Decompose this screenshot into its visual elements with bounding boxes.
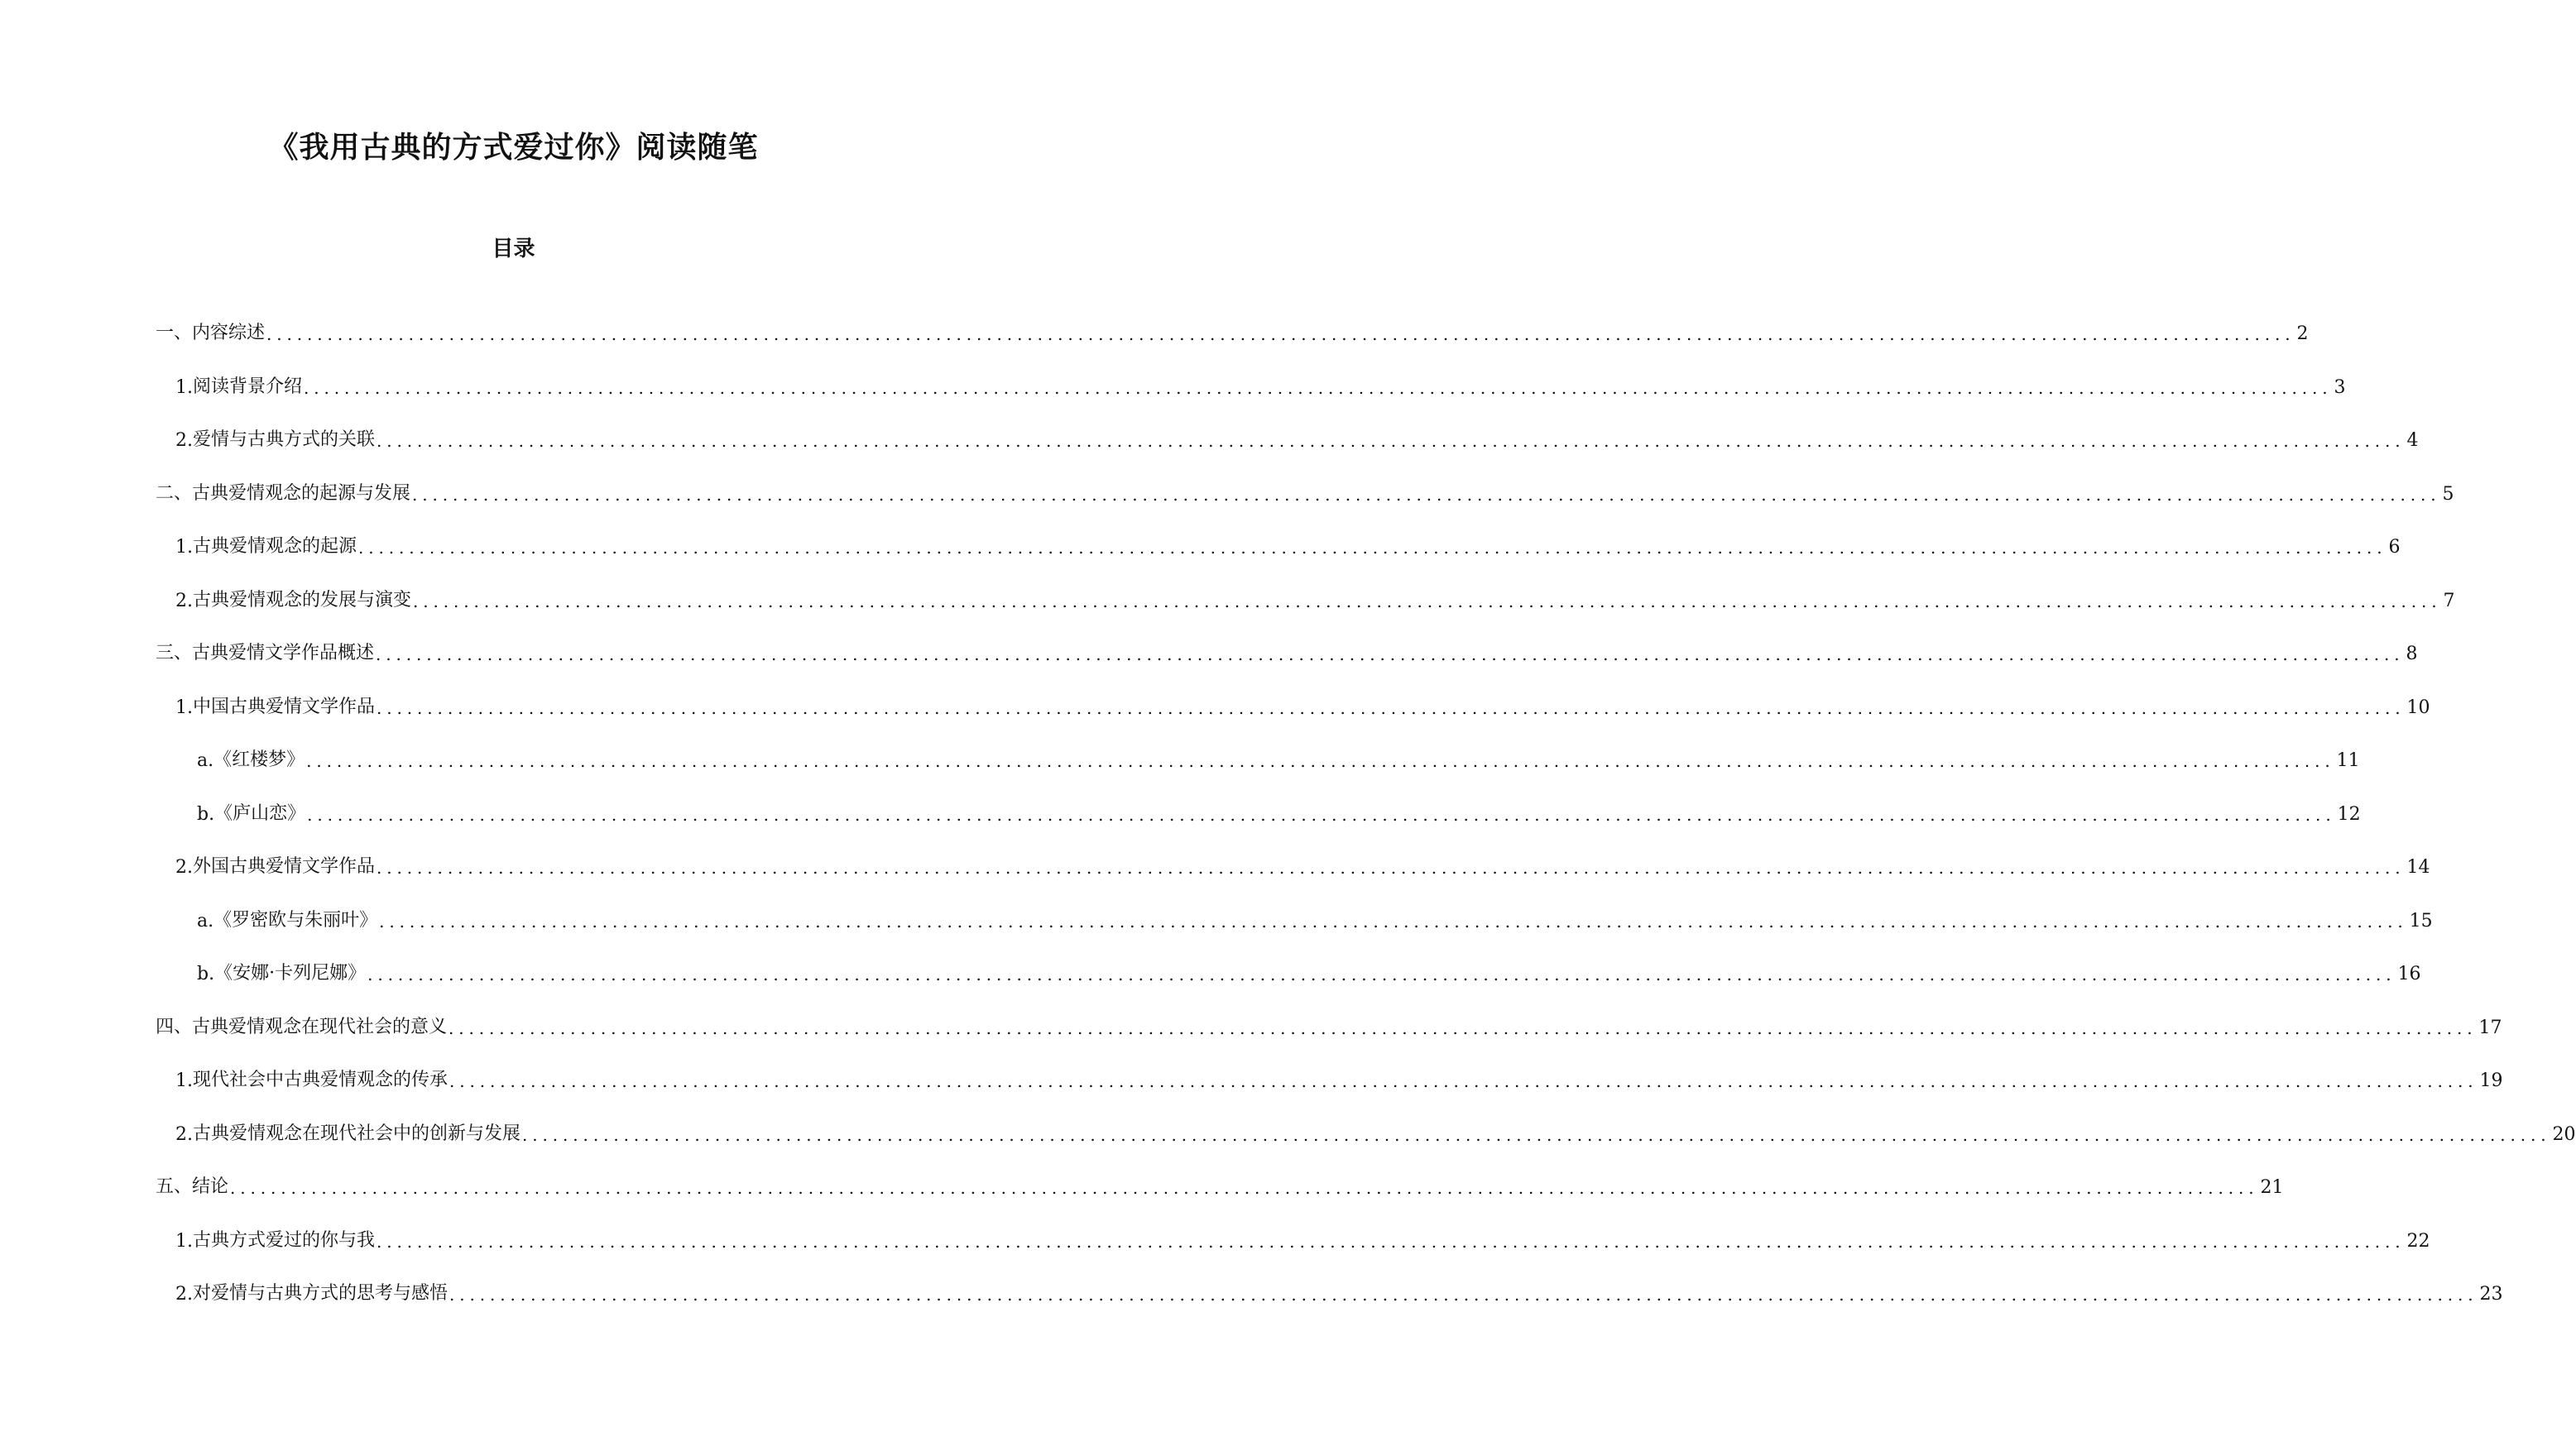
toc-entry-page-number: 11	[2336, 750, 2360, 771]
toc-dot-leader: ........................................................................................................................................................................................................	[307, 804, 2336, 825]
toc-entry-title: 阅读背景介绍	[193, 376, 303, 397]
toc-entry-title: 古典爱情观念在现代社会中的创新与发展	[193, 1123, 521, 1144]
toc-entry-title: 三、古典爱情文学作品概述	[156, 643, 375, 663]
toc-entry-page-number: 4	[2406, 430, 2419, 451]
toc-entry[interactable]	[175, 848, 2430, 878]
toc-entry-number: b.	[197, 964, 215, 984]
toc-entry-title: 中国古典爱情文学作品	[193, 696, 376, 717]
toc-entry[interactable]	[156, 314, 2309, 344]
toc-entry-title: 对爱情与古典方式的思考与感悟	[193, 1283, 449, 1304]
toc-dot-leader: ........................................................................................................................................................................................................	[377, 431, 2406, 451]
toc-entry-page-number: 5	[2442, 483, 2454, 505]
toc-entry-title: 古典方式爱过的你与我	[193, 1229, 376, 1251]
toc-dot-leader: ........................................................................................................................................................................................................	[413, 591, 2442, 611]
toc-entry-page-number: 8	[2406, 644, 2418, 664]
toc-entry-title: 爱情与古典方式的关联	[193, 429, 376, 450]
toc-entry-number: 2.	[175, 590, 193, 611]
toc-entry-page-number: 23	[2479, 1284, 2503, 1305]
toc-entry-title: 《安娜·卡列尼娜》	[214, 963, 367, 984]
toc-entry-number: 1.	[175, 376, 193, 398]
toc-entry-number: 1.	[175, 1070, 193, 1091]
toc-entry-title: 四、古典爱情观念在现代社会的意义	[156, 1016, 448, 1037]
toc-dot-leader: ........................................................................................................................................................................................................	[306, 751, 2335, 771]
toc-entry-number: 1.	[175, 697, 193, 718]
toc-dot-leader: ........................................................................................................................................................................................................	[358, 538, 2387, 558]
toc-entry-title: 《红楼梦》	[213, 749, 305, 770]
toc-heading: 目录	[492, 237, 535, 261]
toc-entry[interactable]	[175, 528, 2401, 558]
toc-dot-leader: ........................................................................................................................................................................................................	[304, 377, 2333, 398]
toc-entry-page-number: 6	[2388, 537, 2401, 558]
toc-entry[interactable]	[156, 475, 2454, 505]
toc-entry-number: a.	[197, 750, 214, 771]
toc-dot-leader: ........................................................................................................................................................................................................	[230, 1178, 2259, 1198]
toc-dot-leader: ........................................................................................................................................................................................................	[412, 484, 2441, 505]
toc-dot-leader: ........................................................................................................................................................................................................	[449, 1071, 2478, 1091]
toc-entry[interactable]	[156, 1008, 2502, 1038]
toc-entry-title: 二、古典爱情观念的起源与发展	[156, 482, 411, 504]
toc-dot-leader: ........................................................................................................................................................................................................	[377, 1231, 2406, 1252]
toc-entry-page-number: 19	[2479, 1070, 2503, 1091]
toc-dot-leader: ........................................................................................................................................................................................................	[379, 911, 2408, 931]
toc-entry-title: 现代社会中古典爱情观念的传承	[193, 1070, 449, 1090]
toc-entry-title: 古典爱情观念的起源	[193, 536, 357, 557]
toc-entry-page-number: 3	[2334, 376, 2346, 398]
toc-dot-leader: ........................................................................................................................................................................................................	[522, 1124, 2551, 1145]
toc-entry-number: 1.	[175, 1230, 193, 1252]
toc-entry-number: a.	[197, 910, 214, 931]
toc-entry-number: 2.	[175, 430, 193, 451]
toc-entry[interactable]	[175, 421, 2419, 451]
toc-dot-leader: ........................................................................................................................................................................................................	[449, 1018, 2478, 1038]
toc-dot-leader: ........................................................................................................................................................................................................	[266, 324, 2295, 344]
toc-entry[interactable]	[175, 368, 2346, 398]
toc-entry[interactable]	[197, 955, 2421, 984]
toc-entry-number: 1.	[175, 537, 193, 558]
toc-entry-page-number: 15	[2409, 910, 2433, 931]
toc-entry-page-number: 20	[2552, 1123, 2576, 1145]
toc-entry[interactable]	[156, 1168, 2284, 1198]
toc-entry[interactable]	[175, 1222, 2430, 1252]
toc-entry-page-number: 12	[2337, 803, 2361, 825]
toc-entry[interactable]	[175, 1061, 2503, 1091]
toc-entry[interactable]	[197, 795, 2361, 825]
document-title: 《我用古典的方式爱过你》阅读随笔	[268, 131, 759, 165]
toc-dot-leader: ........................................................................................................................................................................................................	[449, 1285, 2478, 1305]
toc-entry[interactable]	[175, 1115, 2576, 1145]
toc-dot-leader: ........................................................................................................................................................................................................	[376, 644, 2405, 664]
toc-entry[interactable]	[197, 741, 2360, 771]
toc-entry[interactable]	[175, 1275, 2503, 1305]
toc-entry-title: 古典爱情观念的发展与演变	[193, 589, 412, 611]
toc-dot-leader: ........................................................................................................................................................................................................	[377, 697, 2406, 718]
toc-entry[interactable]	[197, 902, 2433, 931]
toc-entry-page-number: 17	[2478, 1017, 2502, 1038]
toc-entry[interactable]	[175, 582, 2455, 611]
toc-dot-leader: ........................................................................................................................................................................................................	[367, 965, 2396, 984]
toc-entry[interactable]	[175, 688, 2430, 718]
toc-entry-number: 2.	[175, 1284, 193, 1305]
toc-entry[interactable]	[156, 635, 2418, 664]
toc-entry-page-number: 21	[2260, 1177, 2284, 1198]
toc-entry-title: 外国古典爱情文学作品	[193, 856, 376, 877]
toc-entry-page-number: 7	[2443, 590, 2455, 611]
toc-entry-page-number: 22	[2406, 1230, 2430, 1252]
toc-entry-number: 2.	[175, 857, 193, 878]
toc-entry-page-number: 10	[2406, 697, 2430, 718]
toc-entry-title: 一、内容综述	[156, 323, 266, 343]
toc-dot-leader: ........................................................................................................................................................................................................	[377, 858, 2406, 878]
toc-entry-title: 《庐山恋》	[214, 802, 306, 824]
toc-entry-page-number: 2	[2296, 323, 2309, 344]
toc-entry-page-number: 16	[2397, 964, 2421, 984]
toc-entry-number: b.	[197, 803, 215, 825]
toc-entry-page-number: 14	[2406, 857, 2430, 878]
toc-entry-number: 2.	[175, 1123, 193, 1145]
toc-entry-title: 《罗密欧与朱丽叶》	[213, 909, 378, 931]
toc-entry-title: 五、结论	[156, 1176, 229, 1197]
